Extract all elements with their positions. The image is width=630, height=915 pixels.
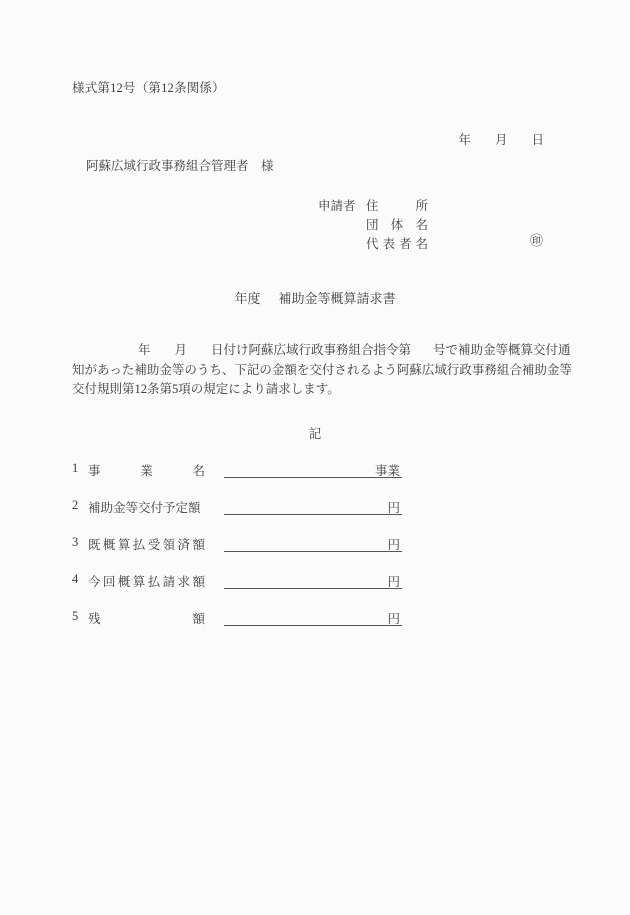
item-label-current-claim: 今 回 概 算 払 請 求 額: [88, 575, 205, 589]
items-list: [72, 461, 412, 646]
date-line: [446, 121, 544, 159]
page-title: [0, 288, 630, 307]
item-label-project-name: 事 業 名: [88, 464, 205, 478]
ki-marker: 記: [308, 427, 322, 441]
item-unit: 円: [387, 612, 400, 626]
item-input-project-name[interactable]: [224, 461, 402, 478]
item-unit: 円: [387, 501, 400, 515]
body-paragraph: [72, 341, 572, 400]
applicant-row-address: [318, 196, 428, 215]
item-number: 1: [72, 461, 79, 475]
item-label-balance: 残 額: [88, 612, 205, 626]
list-item: [72, 535, 412, 572]
form-number: 様式第12号（第12条関係）: [72, 81, 225, 95]
list-item: [72, 461, 412, 498]
applicant-row-representative: [318, 234, 428, 253]
applicant-tag: 申請者: [318, 199, 356, 213]
list-item: [72, 498, 412, 535]
body-line-3: 交付規則第12条第5項の規定により請求します。: [72, 382, 340, 396]
item-input-already-received[interactable]: [224, 535, 402, 552]
date-year-label: 年: [458, 132, 472, 147]
body-line-2: 知があった補助金等のうち、下記の金額を交付されるよう阿蘇広域行政事務組合補助金等: [72, 362, 572, 377]
seal-icon: ㊞: [530, 233, 544, 248]
item-input-balance[interactable]: [224, 609, 402, 626]
date-month-label: 月: [495, 132, 508, 147]
item-label-already-received: 既 概 算 払 受 領 済 額: [88, 538, 205, 552]
applicant-organization-label: 団 体 名: [366, 218, 428, 232]
title-name: 補助金等概算請求書: [278, 291, 396, 306]
item-unit: 円: [387, 538, 400, 552]
item-label-planned-grant: 補助金等交付予定額: [88, 501, 201, 515]
title-fiscal-year: 年度: [234, 291, 261, 306]
list-item: [72, 609, 412, 646]
item-unit: 事業: [374, 464, 400, 478]
applicant-representative-label: 代 表 者 名: [366, 237, 428, 251]
item-unit: 円: [387, 575, 400, 589]
addressee: 阿蘇広域行政事務組合管理者 様: [86, 159, 274, 173]
item-number: 4: [72, 572, 79, 586]
item-number: 2: [72, 498, 79, 512]
item-number: 3: [72, 535, 79, 549]
item-number: 5: [72, 609, 79, 623]
body-line-1: 年 月 日付け阿蘇広域行政事務組合指令第 号で補助金等概算交付通: [138, 343, 571, 357]
list-item: [72, 572, 412, 609]
date-day-label: 日: [531, 132, 545, 147]
item-input-current-claim[interactable]: [224, 572, 402, 589]
applicant-row-organization: [318, 215, 428, 234]
item-input-planned-grant[interactable]: [224, 498, 402, 515]
applicant-address-label: 住 所: [366, 199, 428, 213]
applicant-block: [318, 196, 544, 253]
